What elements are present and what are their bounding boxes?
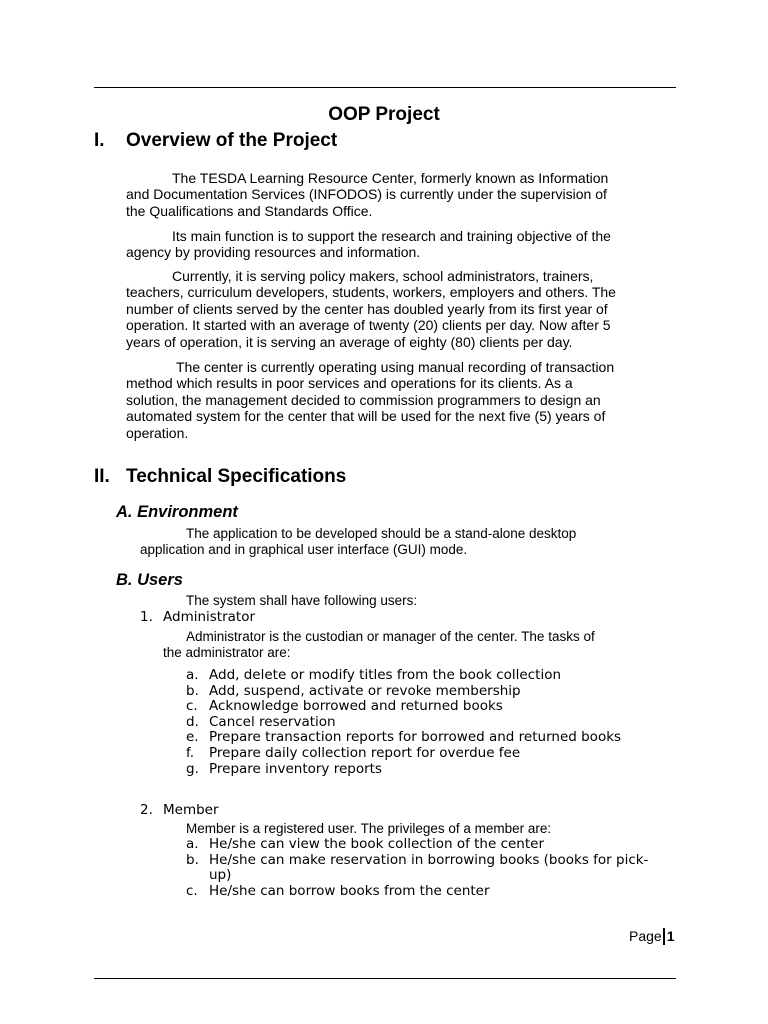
- text-line: teachers, curriculum developers, students, workers, employers and others. The: [126, 284, 616, 301]
- page-number: 1: [666, 928, 675, 944]
- list-item-member: [140, 802, 219, 818]
- section-title: Technical Specifications: [126, 466, 347, 487]
- paragraph-problem: [126, 359, 666, 441]
- section-number: II.: [94, 466, 110, 487]
- list-marker: c.: [186, 882, 198, 899]
- header-rule: [94, 87, 676, 88]
- list-item: [186, 837, 648, 853]
- text-line: agency by providing resources and information.: [126, 244, 421, 261]
- list-marker: b.: [186, 682, 199, 699]
- page-footer: [629, 928, 675, 945]
- list-item: [186, 762, 621, 778]
- text-line: method which results in poor services and operations for its clients. As a: [126, 375, 573, 392]
- subsection-heading-users: B. Users: [116, 571, 183, 589]
- list-marker: e.: [186, 729, 199, 746]
- users-intro: The system shall have following users:: [186, 593, 418, 608]
- list-marker: 1.: [140, 609, 153, 625]
- list-marker: c.: [186, 698, 198, 715]
- list-item: [186, 853, 648, 884]
- list-text: Add, suspend, activate or revoke membership: [209, 682, 521, 699]
- text-line: Administrator is the custodian or manager of the center. The tasks of: [186, 629, 595, 644]
- section-heading-technical: [94, 466, 346, 488]
- list-text: Add, delete or modify titles from the book collection: [209, 667, 562, 683]
- administrator-description: [163, 629, 595, 661]
- text-line: and Documentation Services (INFODOS) is currently under the supervision of: [126, 186, 607, 203]
- list-item: [186, 884, 648, 900]
- list-text: Prepare daily collection report for overdue fee: [209, 744, 521, 761]
- list-marker: a.: [186, 667, 199, 683]
- administrator-tasks-list: [186, 668, 621, 777]
- environment-text: [140, 526, 576, 558]
- text-line: Currently, it is serving policy makers, school administrators, trainers,: [172, 268, 594, 284]
- text-line: solution, the management decided to commission programmers to design an: [126, 391, 601, 408]
- text-line: Its main function is to support the research and training objective of the: [172, 228, 611, 244]
- section-title: Overview of the Project: [126, 130, 338, 151]
- list-label: Member: [163, 802, 219, 818]
- page-label: Page: [629, 928, 662, 944]
- list-item: [186, 715, 621, 731]
- text-line: years of operation, it is serving an average of eighty (80) clients per day.: [126, 333, 573, 350]
- text-line: The TESDA Learning Resource Center, formerly known as Information: [172, 170, 609, 186]
- list-marker: a.: [186, 836, 199, 852]
- list-item: [186, 746, 621, 762]
- list-marker: d.: [186, 713, 199, 730]
- list-item: [186, 699, 621, 715]
- member-privileges-list: [186, 837, 648, 899]
- text-line: number of clients served by the center has doubled yearly from its first year of: [126, 300, 608, 317]
- list-marker: b.: [186, 851, 199, 868]
- list-marker: f.: [186, 744, 195, 761]
- text-line: operation.: [126, 424, 189, 441]
- footer-rule: [94, 978, 676, 979]
- list-item: [186, 730, 621, 746]
- document-title: OOP Project: [328, 104, 440, 125]
- footer-separator: [663, 928, 665, 945]
- subsection-heading-environment: A. Environment: [116, 503, 238, 521]
- text-line: The application to be developed should be a stand-alone desktop: [186, 526, 577, 541]
- list-item: [186, 668, 621, 684]
- list-label: Administrator: [163, 609, 256, 625]
- text-line: application and in graphical user interface (GUI) mode.: [140, 542, 468, 557]
- list-item-administrator: [140, 609, 255, 625]
- list-text: He/she can make reservation in borrowing books (books for pick-: [209, 851, 649, 868]
- list-text: Cancel reservation: [209, 713, 336, 730]
- section-number: I.: [94, 130, 105, 151]
- text-line: automated system for the center that will be used for the next five (5) years of: [126, 408, 606, 425]
- list-marker: g.: [186, 760, 199, 777]
- text-line: the Qualifications and Standards Office.: [126, 202, 373, 219]
- paragraph-intro: [126, 170, 666, 219]
- list-text: He/she can view the book collection of the center: [209, 836, 545, 852]
- list-text: Prepare transaction reports for borrowed and returned books: [209, 729, 622, 746]
- list-marker: 2.: [140, 802, 153, 818]
- list-item: [186, 684, 621, 700]
- text-line: operation. It started with an average of twenty (20) clients per day. Now after 5: [126, 317, 611, 334]
- text-line: The center is currently operating using manual recording of transaction: [176, 359, 615, 375]
- paragraph-clients: [126, 268, 666, 350]
- text-line: the administrator are:: [163, 645, 291, 660]
- list-text: He/she can borrow books from the center: [209, 882, 490, 899]
- section-heading-overview: [94, 130, 337, 152]
- member-description: Member is a registered user. The privileges of a member are:: [186, 821, 552, 836]
- list-text-continuation: up): [209, 867, 232, 884]
- list-text: Prepare inventory reports: [209, 760, 382, 777]
- paragraph-function: [126, 228, 666, 261]
- list-text: Acknowledge borrowed and returned books: [209, 698, 503, 715]
